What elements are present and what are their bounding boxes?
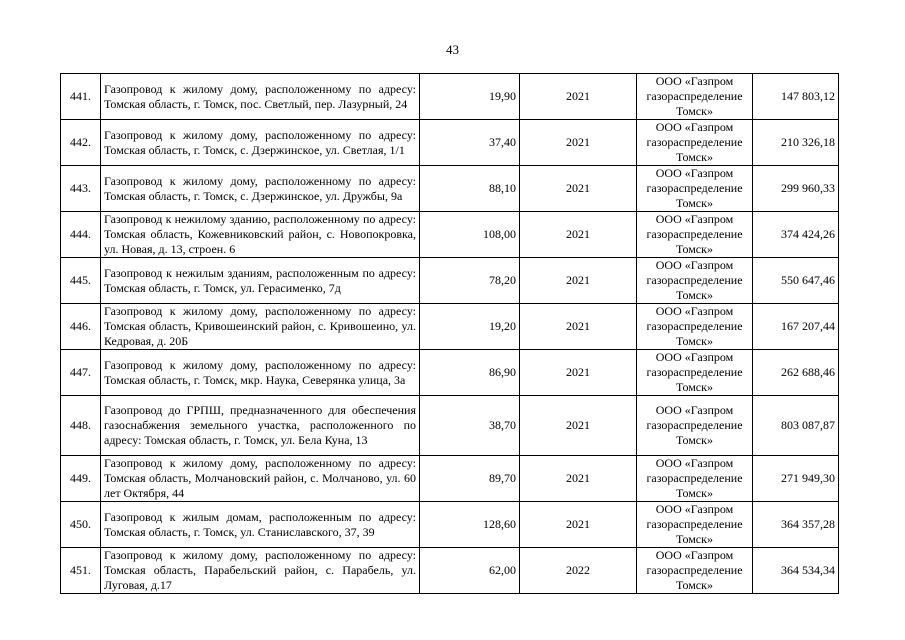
organization: ООО «Газпром газораспределение Томск» xyxy=(637,396,753,456)
commission-year: 2021 xyxy=(520,258,637,304)
cost-value: 364 357,28 xyxy=(753,502,839,548)
object-description: Газопровод к жилому дому, расположенному по адресу: Томская область, г. Томск, с. Дзержинское, ул. Дружбы, 9а xyxy=(101,166,420,212)
cost-value: 803 087,87 xyxy=(753,396,839,456)
cost-value: 364 534,34 xyxy=(753,548,839,594)
object-description: Газопровод к жилым домам, расположенным по адресу: Томская область, г. Томск, ул. Станиславского, 37, 39 xyxy=(101,502,420,548)
row-number: 447. xyxy=(61,350,101,396)
table-row xyxy=(61,502,839,548)
row-number: 441. xyxy=(61,74,101,120)
commission-year: 2021 xyxy=(520,166,637,212)
organization: ООО «Газпром газораспределение Томск» xyxy=(637,548,753,594)
organization: ООО «Газпром газораспределение Томск» xyxy=(637,74,753,120)
object-description: Газопровод до ГРПШ, предназначенного для обеспечения газоснабжения земельного участка, расположенного по адресу: Томская область, г. Томск, ул. Бела Куна, 13 xyxy=(101,396,420,456)
organization: ООО «Газпром газораспределение Томск» xyxy=(637,166,753,212)
row-number: 444. xyxy=(61,212,101,258)
commission-year: 2021 xyxy=(520,396,637,456)
pipeline-length: 108,00 xyxy=(420,212,520,258)
organization: ООО «Газпром газораспределение Томск» xyxy=(637,120,753,166)
object-description: Газопровод к жилому дому, расположенному по адресу: Томская область, Парабельский район, с. Парабель, ул. Луговая, д.17 xyxy=(101,548,420,594)
object-description: Газопровод к жилому дому, расположенному по адресу: Томская область, Молчановский район, с. Молчаново, ул. 60 лет Октября, 44 xyxy=(101,456,420,502)
row-number: 442. xyxy=(61,120,101,166)
table-row xyxy=(61,212,839,258)
page-number: 43 xyxy=(446,42,459,57)
row-number: 450. xyxy=(61,502,101,548)
cost-value: 210 326,18 xyxy=(753,120,839,166)
table-row xyxy=(61,548,839,594)
gas-pipeline-table xyxy=(60,73,839,594)
organization: ООО «Газпром газораспределение Томск» xyxy=(637,456,753,502)
table-row xyxy=(61,304,839,350)
pipeline-length: 89,70 xyxy=(420,456,520,502)
pipeline-length: 128,60 xyxy=(420,502,520,548)
organization: ООО «Газпром газораспределение Томск» xyxy=(637,350,753,396)
cost-value: 147 803,12 xyxy=(753,74,839,120)
pipeline-length: 38,70 xyxy=(420,396,520,456)
object-description: Газопровод к жилому дому, расположенному по адресу: Томская область, г. Томск, мкр. Наука, Северянка улица, 3а xyxy=(101,350,420,396)
table-row xyxy=(61,120,839,166)
commission-year: 2021 xyxy=(520,456,637,502)
cost-value: 167 207,44 xyxy=(753,304,839,350)
commission-year: 2021 xyxy=(520,212,637,258)
organization: ООО «Газпром газораспределение Томск» xyxy=(637,502,753,548)
pipeline-length: 86,90 xyxy=(420,350,520,396)
commission-year: 2022 xyxy=(520,548,637,594)
object-description: Газопровод к жилому дому, расположенному по адресу: Томская область, Кривошеинский район, с. Кривошеино, ул. Кедровая, д. 20Б xyxy=(101,304,420,350)
cost-value: 262 688,46 xyxy=(753,350,839,396)
organization: ООО «Газпром газораспределение Томск» xyxy=(637,304,753,350)
organization: ООО «Газпром газораспределение Томск» xyxy=(637,212,753,258)
row-number: 445. xyxy=(61,258,101,304)
commission-year: 2021 xyxy=(520,350,637,396)
table-row xyxy=(61,166,839,212)
pipeline-length: 19,90 xyxy=(420,74,520,120)
object-description: Газопровод к нежилому зданию, расположенному по адресу: Томская область, Кожевниковский район, с. Новопокровка, ул. Новая, д. 13, строен. 6 xyxy=(101,212,420,258)
object-description: Газопровод к жилому дому, расположенному по адресу: Томская область, г. Томск, пос. Светлый, пер. Лазурный, 24 xyxy=(101,74,420,120)
commission-year: 2021 xyxy=(520,74,637,120)
table-row xyxy=(61,456,839,502)
row-number: 451. xyxy=(61,548,101,594)
row-number: 443. xyxy=(61,166,101,212)
pipeline-length: 78,20 xyxy=(420,258,520,304)
object-description: Газопровод к нежилым зданиям, расположенным по адресу: Томская область, г. Томск, ул. Герасименко, 7д xyxy=(101,258,420,304)
pipeline-length: 62,00 xyxy=(420,548,520,594)
table-row xyxy=(61,258,839,304)
commission-year: 2021 xyxy=(520,120,637,166)
row-number: 448. xyxy=(61,396,101,456)
cost-value: 374 424,26 xyxy=(753,212,839,258)
organization: ООО «Газпром газораспределение Томск» xyxy=(637,258,753,304)
commission-year: 2021 xyxy=(520,502,637,548)
table-row xyxy=(61,74,839,120)
object-description: Газопровод к жилому дому, расположенному по адресу: Томская область, г. Томск, с. Дзержинское, ул. Светлая, 1/1 xyxy=(101,120,420,166)
pipeline-length: 19,20 xyxy=(420,304,520,350)
table-row xyxy=(61,396,839,456)
pipeline-length: 37,40 xyxy=(420,120,520,166)
cost-value: 550 647,46 xyxy=(753,258,839,304)
row-number: 446. xyxy=(61,304,101,350)
cost-value: 271 949,30 xyxy=(753,456,839,502)
cost-value: 299 960,33 xyxy=(753,166,839,212)
row-number: 449. xyxy=(61,456,101,502)
commission-year: 2021 xyxy=(520,304,637,350)
table-row xyxy=(61,350,839,396)
pipeline-length: 88,10 xyxy=(420,166,520,212)
